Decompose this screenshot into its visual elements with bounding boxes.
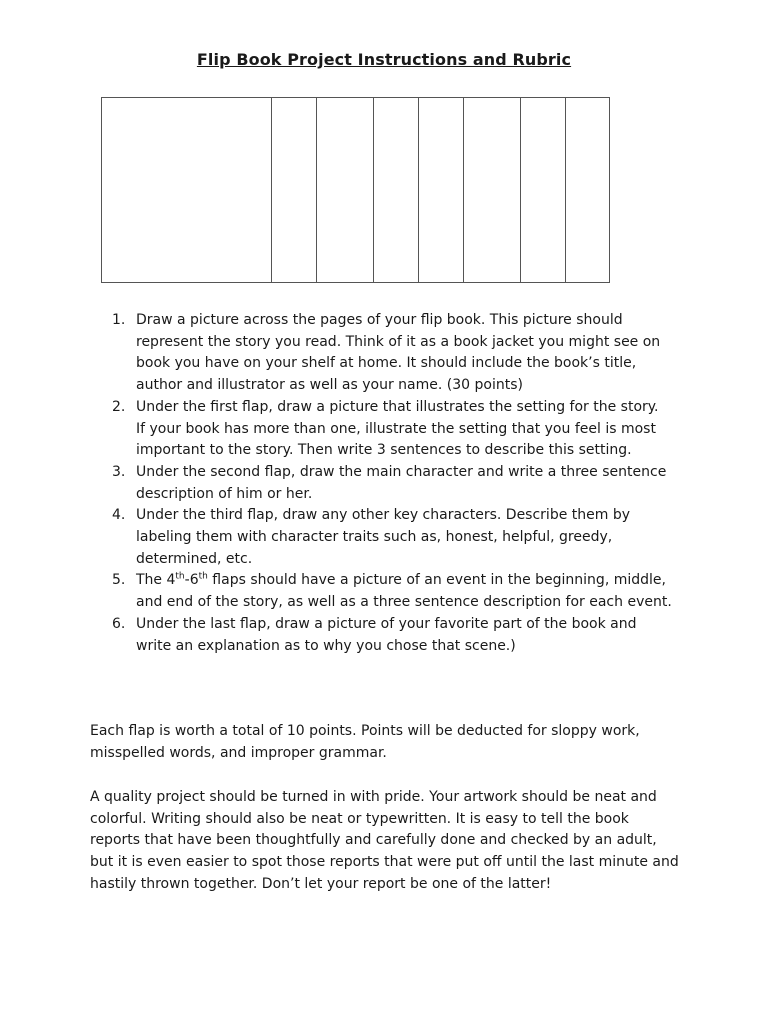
item-number: 2. (112, 398, 126, 415)
list-item (92, 462, 672, 505)
item-text-prefix: The 4 (136, 572, 176, 589)
item-text: Under the first flap, draw a picture that illustrates the setting for the story. If your book has more than one, illustrate the setting that you feel is most important to the story. Then write 3 sentences to describe this setting. (136, 398, 659, 459)
flip-book-diagram (101, 97, 610, 283)
list-item (92, 310, 672, 397)
item-number: 6. (112, 615, 126, 632)
instruction-list (92, 310, 672, 657)
superscript-th: th (175, 571, 185, 582)
item-text-mid: -6 (184, 572, 199, 589)
item-number: 1. (112, 312, 126, 328)
item-text: Under the second flap, draw the main character and write a three sentence description of him or her. (136, 463, 667, 502)
item-text: Under the third flap, draw any other key characters. Describe them by labeling them with character traits such as, honest, helpful, greedy, determined, etc. (136, 507, 630, 567)
item-number: 4. (112, 507, 126, 524)
item-number: 5. (112, 572, 126, 589)
item-number: 3. (112, 463, 126, 480)
item-text: Draw a picture across the pages of your flip book. This picture should represent the story you read. Think of it as a book jacket you might see on book you have on your shelf at home. It should include the book’s title, author and illustrator as well as your name. (30 points) (136, 312, 661, 394)
item-text: Under the last flap, draw a picture of your favorite part of the book and write an explanation as to why you chose that scene.) (136, 615, 637, 654)
flap-divider (463, 98, 464, 282)
flap-divider (418, 98, 419, 282)
flap-divider (520, 98, 521, 282)
grading-paragraph: Each flap is worth a total of 10 points. Points will be deducted for sloppy work, misspelled words, and improper grammar. (90, 723, 640, 761)
list-item (92, 505, 672, 570)
flap-divider (565, 98, 566, 282)
flap-divider (316, 98, 317, 282)
quality-paragraph: A quality project should be turned in with pride. Your artwork should be neat and colorful. Writing should also be neat or typewritten. It is easy to tell the book reports that have been thoughtfully and carefully done and checked by an adult, but it is even easier to spot those reports that were put off until the last minute and hastily thrown together. Don’t let your report be one of the latter! (90, 789, 679, 892)
flap-divider (271, 98, 272, 282)
list-item (92, 570, 672, 613)
flap-divider (373, 98, 374, 282)
page-title: Flip Book Project Instructions and Rubric (196, 50, 572, 69)
superscript-th: th (198, 571, 208, 582)
list-item (92, 397, 672, 462)
item-text-suffix: flaps should have a picture of an event in the beginning, middle, and end of the story, as well as a three sentence description for each event. (136, 572, 672, 611)
list-item (92, 614, 672, 657)
